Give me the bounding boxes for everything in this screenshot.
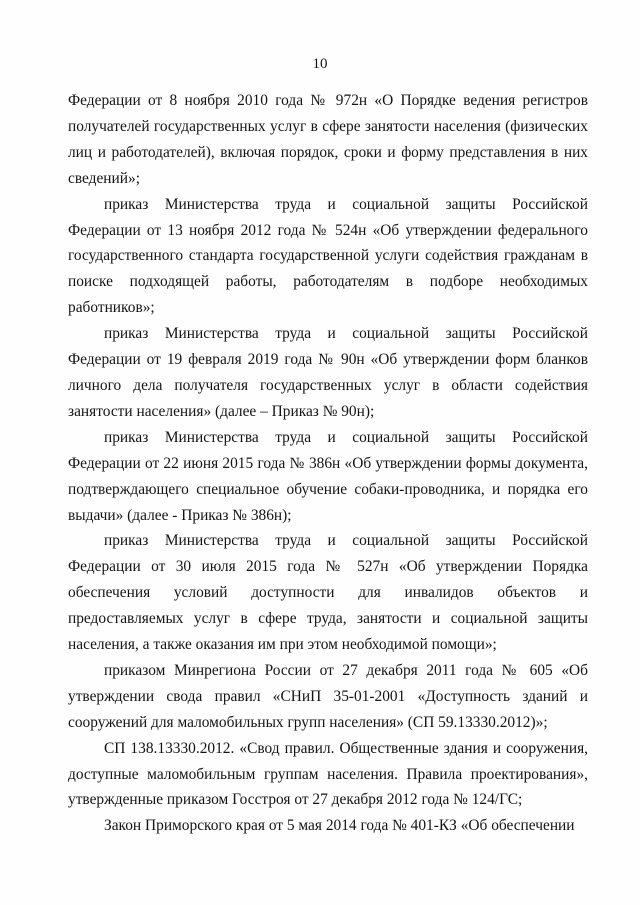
page-number: 10 xyxy=(312,56,328,72)
paragraph-law-401kz: Закон Приморского края от 5 мая 2014 года № 401-КЗ «Об обеспечении xyxy=(104,817,575,835)
paragraph-order-524n: приказ Министерства труда и социальной защиты Российской Федерации от 13 ноября 2012 года № 524н «Об утверждении федерального государственного стандарта государственной услуги содействия гражданам в поиске подходящей работы, работодателям в подборе необходимых работников»; xyxy=(68,195,588,317)
paragraph-order-90n: приказ Министерства труда и социальной защиты Российской Федерации от 19 февраля 2019 года № 90н «Об утверждении форм бланков личного дела получателя государственных услуг в области содействия занятости населения» (далее – Приказ № 90н); xyxy=(68,325,588,420)
paragraph-order-605: приказом Минрегиона России от 27 декабря 2011 года № 605 «Об утверждении свода правил «СНиП 35-01-2001 «Доступность зданий и сооружений для маломобильных групп населения» (СП 59.13330.2012)»; xyxy=(68,661,588,731)
document-body xyxy=(68,88,588,839)
paragraph-sp-138: СП 138.13330.2012. «Свод правил. Общественные здания и сооружения, доступные маломобильным группам населения. Правила проектирования», утвержденные приказом Госстроя от 27 декабря 2012 года № 124/ГС; xyxy=(68,739,588,809)
paragraph-order-386n: приказ Министерства труда и социальной защиты Российской Федерации от 22 июня 2015 года № 386н «Об утверждении формы документа, подтверждающего специальное обучение собаки-проводника, и порядка его выдачи» (далее - Приказ № 386н); xyxy=(68,428,588,524)
paragraph-order-527n: приказ Министерства труда и социальной защиты Российской Федерации от 30 июля 2015 года № 527н «Об утверждении Порядка обеспечения условий доступности для инвалидов объектов и предоставляемых услуг в сфере труда, занятости и социальной защиты населения, а также оказания им при этом необходимой помощи»; xyxy=(68,532,588,654)
paragraph-continuation: Федерации от 8 ноября 2010 года № 972н «О Порядке ведения регистров получателей государственных услуг в сфере занятости населения (физических лиц и работодателей), включая порядок, сроки и форму представления в них сведений»; xyxy=(68,92,588,187)
